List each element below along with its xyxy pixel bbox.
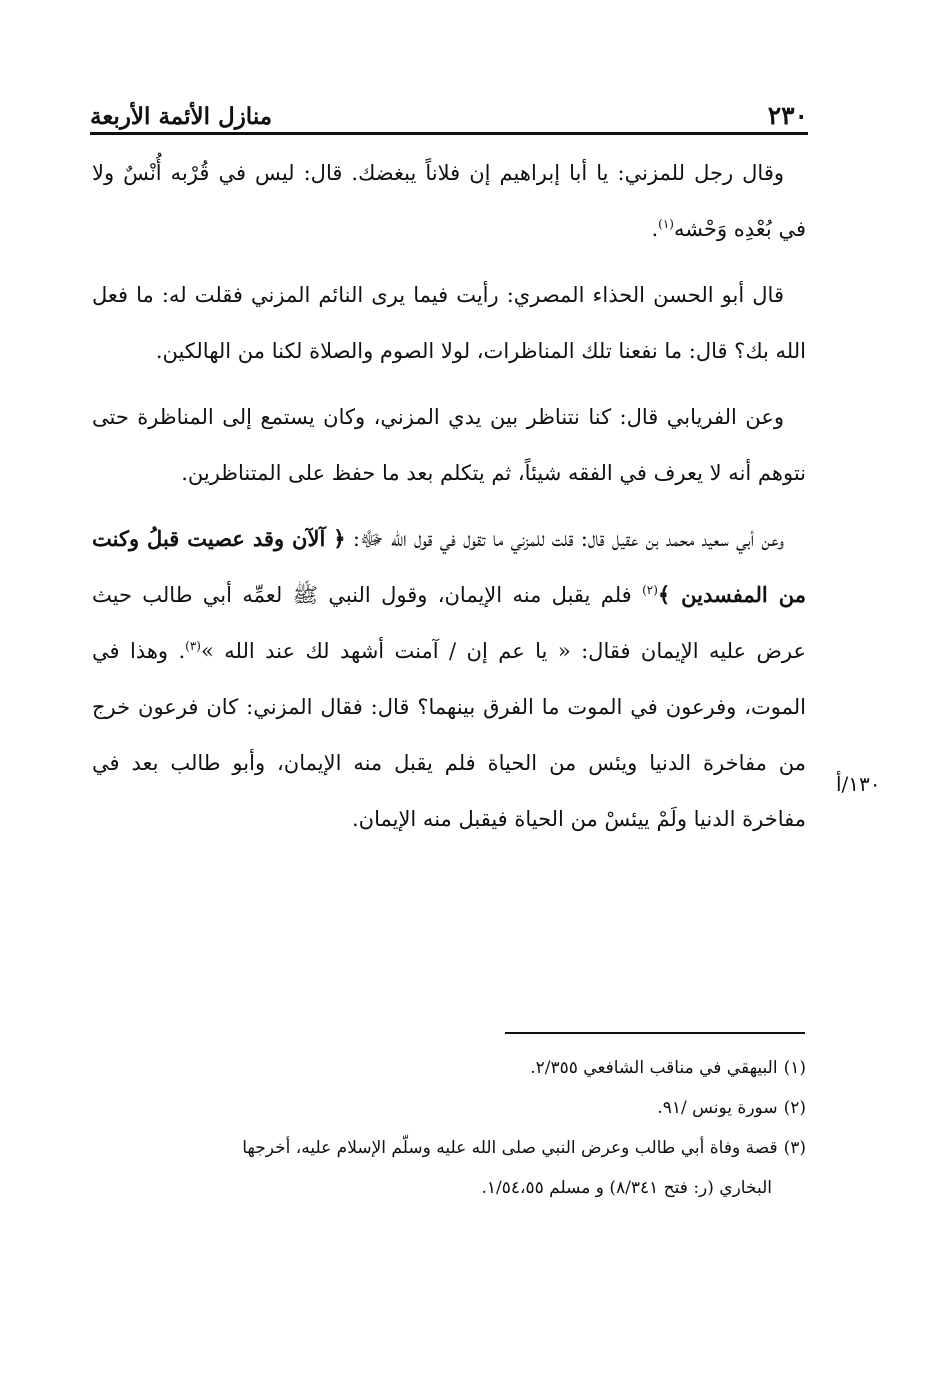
footnote-2-number: (٢) [783, 1098, 806, 1118]
footnote-1-number: (١) [783, 1058, 806, 1078]
paragraph-2-text: قال أبو الحسن الحذاء المصري: رأيت فيما يرى النائم المزني فقلت له: ما فعل الله بك؟ قال: ما نفعنا تلك المناظرات، لولا الصوم والصلاة لكنا من الهالكين. [92, 283, 806, 363]
footnote-3-text: قصة وفاة أبي طالب وعرض النبي صلى الله عليه وسلّم الإسلام عليه، أخرجها [242, 1138, 778, 1158]
footnote-3-continuation [92, 1168, 806, 1208]
footnote-1-text: البيهقي في مناقب الشافعي ٢/٣٥٥. [530, 1058, 778, 1078]
paragraph-1 [92, 145, 806, 257]
footnote-3-cont-text: البخاري (ر: فتح ٨/٣٤١) و مسلم ١/٥٤،٥٥. [481, 1178, 772, 1198]
body-text [92, 145, 806, 857]
footnote-3-number: (٣) [783, 1138, 806, 1158]
quran-verse: ﴿ آلآن وقد عصيت قبلُ وكنت من المفسدين ﴾ [92, 526, 806, 607]
page-header [90, 86, 808, 130]
footnote-2-text: سورة يونس /٩١. [657, 1098, 778, 1118]
header-rule [90, 132, 808, 135]
footnote-rule [505, 1032, 805, 1034]
running-title: منازل الأئمة الأربعة [90, 103, 273, 130]
footnote-ref-2: (٢) [642, 583, 658, 597]
paragraph-3-text: وعن الفريابي قال: كنا نتناظر بين يدي المزني، وكان يستمع إلى المناظرة حتى نتوهم أنه لا يعرف في الفقه شيئاً، ثم يتكلم بعد ما حفظ على المتناظرين. [92, 405, 806, 485]
paragraph-4 [92, 511, 806, 847]
paragraph-4-middle: فلم يقبل منه الإيمان، وقول النبي ﷺ لعمِّه أبي طالب حيث عرض عليه الإيمان فقال: « يا عم إن / آمنت أشهد لك عند الله » [92, 583, 806, 663]
footnote-3 [92, 1128, 806, 1168]
footnote-1 [92, 1048, 806, 1088]
footnote-ref-1: (١) [658, 217, 674, 231]
footnote-ref-3: (٣) [185, 639, 201, 653]
page-number: ٢٣٠ [767, 101, 808, 130]
manuscript-folio-note: ١٣٠/أ [836, 772, 881, 796]
paragraph-2 [92, 267, 806, 379]
paragraph-4-intro: وعن أبي سعيد محمد بن عقيل قال: قلت للمزني ما تقول في قول الله ﷻ: [345, 527, 785, 551]
paragraph-1-text: وقال رجل للمزني: يا أبا إبراهيم إن فلاناً يبغضك. قال: ليس في قُرْبه أُنْسٌ ولا في بُعْدِه وَحْشه [92, 161, 806, 241]
footnotes [92, 1048, 806, 1208]
paragraph-4-end: . وهذا في الموت، وفرعون في الموت ما الفرق بينهما؟ قال: فقال المزني: كان فرعون خرج من مفاخرة الدنيا ويئس من الحياة فلم يقبل منه الإيمان، وأبو طالب بعد في مفاخرة الدنيا ولَمْ ييئسْ من الحياة فيقبل منه الإيمان. [92, 639, 806, 831]
paragraph-1-end: . [651, 217, 659, 241]
paragraph-3 [92, 389, 806, 501]
footnote-2 [92, 1088, 806, 1128]
